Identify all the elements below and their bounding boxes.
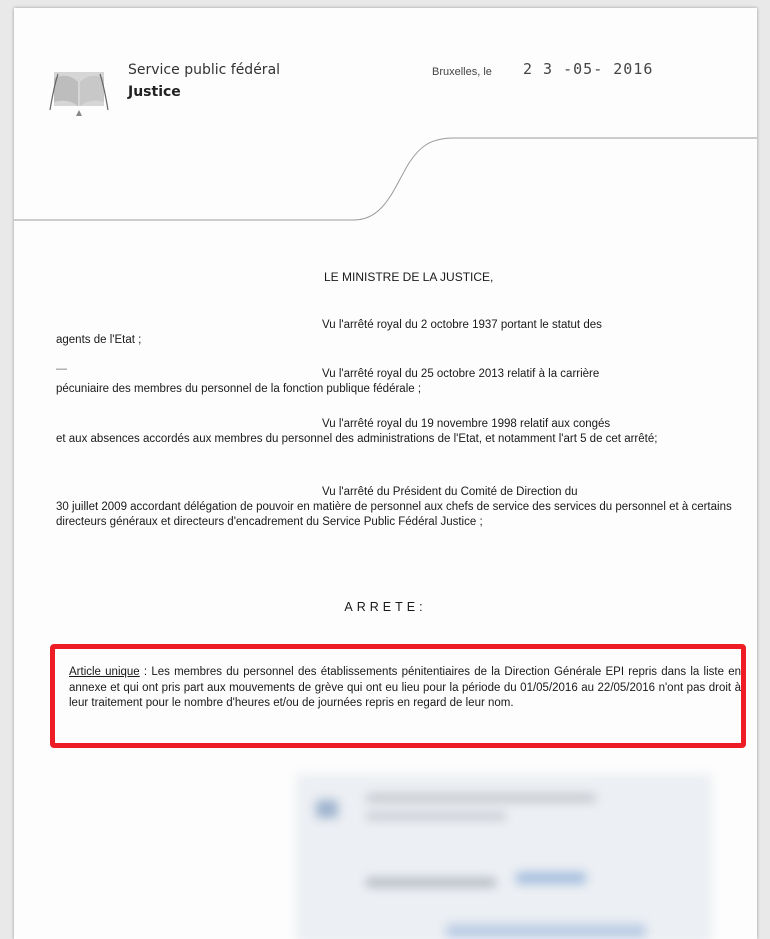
blurred-signature-area (296, 774, 712, 939)
document-page (14, 8, 757, 939)
consideration-2-rest: pécuniaire des membres du personnel de la fonction publique fédérale ; (56, 383, 422, 395)
consideration-1-rest: agents de l'Etat ; (56, 334, 142, 346)
consideration-4-rest: 30 juillet 2009 accordant délégation de pouvoir en matière de personnel aux chefs de service des services du personnel et à certains directeurs généraux et directeurs d'encadrement du Service Public Fédéral Justice ; (56, 501, 732, 528)
consideration-2 (56, 367, 732, 397)
consideration-1-first: Vu l'arrêté royal du 2 octobre 1937 portant le statut des (322, 319, 602, 331)
consideration-3-first: Vu l'arrêté royal du 19 novembre 1998 relatif aux congés (322, 418, 611, 430)
article-paragraph (69, 665, 741, 712)
place-label: Bruxelles, le (432, 66, 492, 78)
decree-heading: ARRETE: (344, 600, 427, 614)
consideration-1 (56, 318, 732, 348)
consideration-4-first: Vu l'arrêté du Président du Comité de Direction du (322, 486, 578, 498)
article-text: : Les membres du personnel des établissements pénitentiaires de la Direction Générale EPI repris dans la liste en annexe et qui ont pris part aux mouvements de grève qui ont eu lieu pour la période du 01/05/2016 au 22/05/2016 n'ont pas droit à leur traitement pour le nombre d'heures et/ou de journées repris en regard de leur nom. (69, 666, 741, 709)
consideration-3 (56, 417, 732, 447)
date-stamp: 2 3 -05- 2016 (523, 60, 654, 78)
header-divider-curve (14, 108, 757, 238)
margin-dash: — (56, 363, 67, 375)
department-name: Justice (128, 84, 181, 100)
article-label: Article unique (69, 666, 140, 678)
consideration-3-rest: et aux absences accordés aux membres du personnel des administrations de l'Etat, et notamment l'art 5 de cet arrêté; (56, 433, 658, 445)
consideration-2-first: Vu l'arrêté royal du 25 octobre 2013 relatif à la carrière (322, 368, 600, 380)
organization-name: Service public fédéral (128, 62, 281, 78)
minister-heading: LE MINISTRE DE LA JUSTICE, (324, 270, 494, 284)
consideration-4 (56, 485, 732, 530)
